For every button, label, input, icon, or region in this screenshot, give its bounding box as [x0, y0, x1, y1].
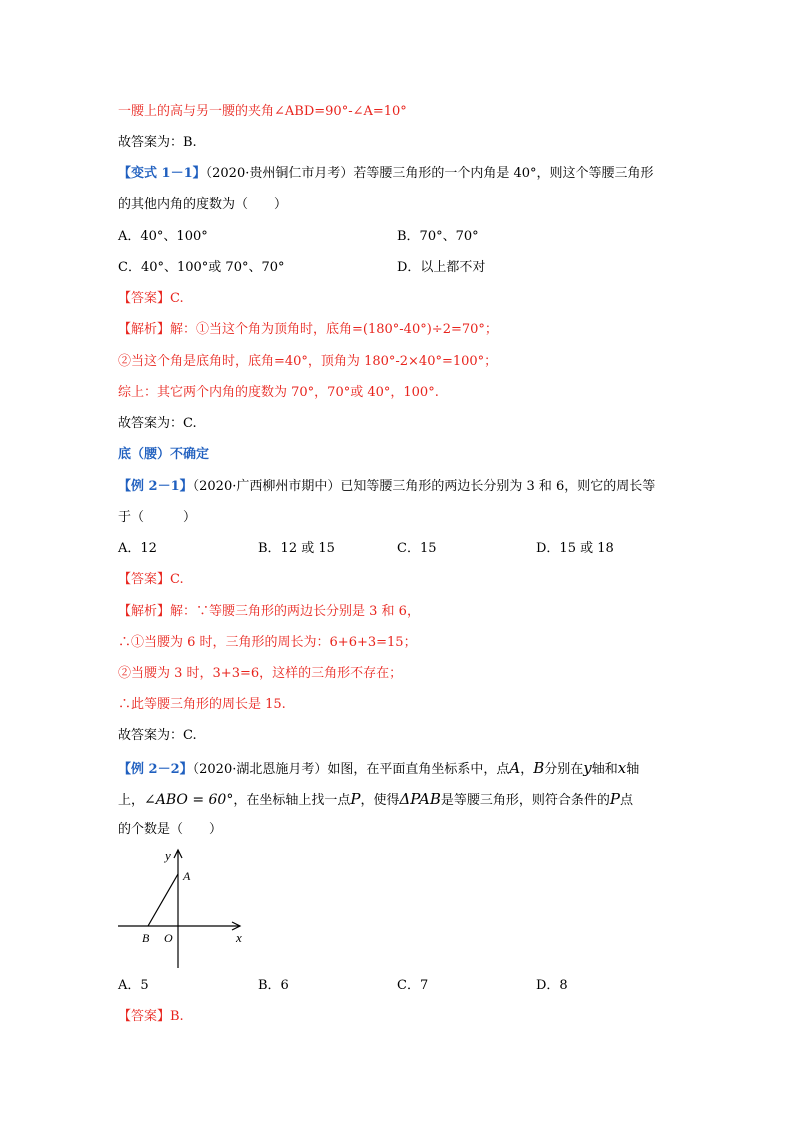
question-line [118, 759, 639, 779]
question-line: 的其他内角的度数为（ ） [118, 197, 288, 212]
analysis-tag: 【解析】 [118, 322, 171, 337]
analysis-line: ②当腰为 3 时，3+3=6，这样的三角形不存在； [118, 666, 403, 681]
question-text: 分别在 [544, 762, 584, 777]
y-var: y [583, 759, 592, 777]
point-a-label: A [183, 869, 191, 883]
answer-conclusion: 故答案为：C. [118, 728, 197, 743]
question-line [118, 790, 633, 810]
analysis-line: ∴此等腰三角形的周长是 15. [118, 697, 286, 712]
question-tag: 【例 2－1】 [118, 479, 193, 494]
analysis-line: ∴①当腰为 6 时，三角形的周长为：6+6+3=15； [118, 635, 417, 650]
question-tag: 【例 2－2】 [118, 762, 193, 777]
section-title: 底（腰）不确定 [118, 447, 210, 462]
point-b-var: B [533, 759, 545, 777]
option-a: A．5 [118, 978, 149, 993]
question-text: 轴 [626, 762, 640, 777]
question-text: 是等腰三角形，则符合条件的 [440, 793, 610, 808]
question-text: 点 [619, 793, 633, 808]
origin-label: O [164, 931, 173, 945]
answer-conclusion: 故答案为：C. [118, 416, 197, 431]
analysis-line [118, 603, 420, 621]
answer-conclusion: 故答案为：B. [118, 135, 197, 150]
answer-line: 【答案】B. [118, 1009, 184, 1024]
analysis-text: 解：①当这个角为顶角时，底角=(180°-40°)÷2=70°； [170, 322, 498, 337]
analysis-line: 综上：其它两个内角的度数为 70°，70°或 40°，100°. [118, 385, 439, 400]
x-var: x [617, 759, 627, 777]
question-line: 的个数是（ ） [118, 822, 223, 837]
question-line: 于（ ） [118, 510, 197, 525]
option-d: D．以上都不对 [397, 260, 486, 275]
triangle-expression: ΔPAB [399, 790, 441, 808]
x-axis-label: x [236, 930, 242, 945]
option-c: C．40°、100°或 70°、70° [118, 260, 285, 275]
question-text: 上， [118, 793, 145, 808]
point-p-var: P [350, 790, 361, 808]
option-d: D．8 [536, 978, 568, 993]
question-text: ，使得 [360, 793, 400, 808]
question-text: （2020·湖北恩施月考）如图，在平面直角坐标系中，点 [192, 762, 510, 777]
analysis-line: ②当这个角是底角时，底角=40°，顶角为 180°-2×40°=100°； [118, 354, 498, 369]
point-p-var: P [609, 790, 620, 808]
question-text: （2020·贵州铜仁市月考）若等腰三角形的一个内角是 40°，则这个等腰三角形 [205, 166, 654, 181]
question-text: （2020·广西柳州市期中）已知等腰三角形的两边长分别为 3 和 6，则它的周长等 [192, 479, 656, 494]
option-a: A．40°、100° [118, 229, 208, 244]
option-b: B．70°、70° [397, 229, 479, 244]
question-text: ，在坐标轴上找一点 [233, 793, 351, 808]
question-text: 轴和 [591, 762, 618, 777]
point-a-var: A [509, 759, 521, 777]
answer-line: 【答案】C. [118, 291, 184, 306]
option-b: B．12 或 15 [258, 541, 335, 556]
answer-line: 【答案】C. [118, 572, 184, 587]
analysis-line [118, 321, 498, 339]
option-d: D．15 或 18 [536, 541, 614, 556]
angle-expression: ∠ABO = 60° [144, 792, 234, 808]
coordinate-figure [110, 842, 260, 972]
question-line [118, 478, 655, 496]
analysis-tag: 【解析】 [118, 604, 171, 619]
question-line [118, 165, 654, 183]
analysis-text: 解：∵等腰三角形的两边长分别是 3 和 6， [170, 604, 420, 619]
option-a: A．12 [118, 541, 157, 556]
option-c: C．7 [397, 978, 429, 993]
option-b: B．6 [258, 978, 289, 993]
segment-ab [148, 874, 178, 926]
text-line: 一腰上的高与另一腰的夹角∠ABD=90°-∠A=10° [118, 104, 407, 119]
point-b-label: B [142, 931, 150, 945]
separator: ， [520, 762, 534, 777]
question-tag: 【变式 1－1】 [118, 166, 206, 181]
y-axis-label: y [165, 848, 171, 863]
option-c: C．15 [397, 541, 437, 556]
